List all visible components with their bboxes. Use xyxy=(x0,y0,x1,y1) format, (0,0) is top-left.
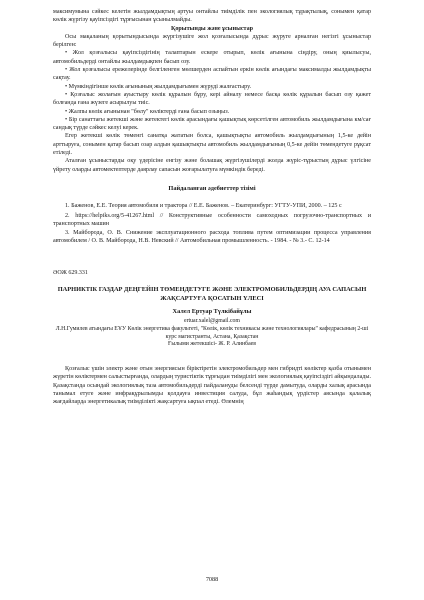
reference-item: 2. https://helpiks.org/5-41267.html // Конструктивные особенности самоходных погрузочно-транспортных и транспортных машин xyxy=(53,212,371,227)
advisor-text: Ғылыми жетекшісі- Ж. Р. Алинбаев xyxy=(168,341,256,348)
bullet-item: • Жол қозғалысы ережелерінде белгіленген мөлшерден аспайтын еркін көлік ағындағы максималды жылдамдықты сақтау. xyxy=(53,67,371,82)
bullet-item: • Жол қозғалысы қауіпсіздігінің талаптарын ескере отырып, көлік ағынына сіңдіру, оның қиылысуы, автомобильдерді онтайлы жылдамдықпен басып озу. xyxy=(53,50,371,65)
reference-item: 1. Баженов, Е.Е. Теория автомобиля и трактора // Е.Е. Баженов. – Екатеринбург: УГТУ-УПИ, 2000. – 125 с xyxy=(65,203,342,210)
affiliation-text: Л.Н.Гумилев атындағы ЕҰУ Көлік энергетика факультеті, "Көлік, көлік техникасы және технологиялары" кафедрасының 2-ші курс магистранты, Астана, Қазақстан xyxy=(55,325,369,340)
top-paragraph: максимумына сәйкес келетін жылдамдықтың артуы онтайлы тиімділік пен экологиялық тұрақтылық, сонымен қатар көлік жүргізу қауіпсіздігі тұрғысынан ұсынылмайды. xyxy=(53,9,371,24)
paragraph: Аталған ұсыныстарды оқу үдерісіне енгізу және болашақ жүргізушілерді жолда жүріс-тұрыстың дұрыс үлгісіне үйрету оларды автомектептерде даярлау сапасын жоғарылатуға мүмкіндік береді. xyxy=(53,158,371,173)
abstract-paragraph: Қозғалыс үшін электр және отын энергиясын біріктіретін электромобильдер мен гибридті көліктер қазба отынымен жүретін көліктермен салыстырғанда, олардың туристіктік тұрғыдан тиімділігі мен экологиялық қауіпсіздігі айқындалады. Қазақстанда осындай экологиялық таза автомобильдерді пайдалануды белсенді түрде дамытуда, оларды халық арасында танымал етуге және инфрақұрылымды қолдауға инвестиция салуда, бұл жаһандық үрдістер аясында қалалық жағдайларда энергетикалық тиімділікті жақсартуға ықпал етеді. Өлемнің xyxy=(53,366,371,406)
bullet-item: • Мүмкіндігінше көлік ағынының жылдамдығымен жүруді жалғастыру. xyxy=(65,83,252,90)
paragraph: Егер жетекші көлік төменгі санатқа жататын болса, қашықтықты автомобиль жылдамдығының 1,5-ке дейін арттыруға, сонымен қатар басып озар алдын қашықтықты автомобиль жылдамдығының 0,5-ке дейін төмендетуге рұқсат етіледі. xyxy=(53,133,371,157)
bullet-item: • Қозғалыс жолағын ауыстыру көлік құралын бұру, кері айналу немесе басқа көлік құралын басып озу қажет болғанда ғана жүзеге асырылуы тиіс. xyxy=(53,91,371,107)
article-title: ПАРНИКТІК ГАЗДАР ДЕҢГЕЙІН ТӨМЕНДЕТУГЕ ЖӘНЕ ЭЛЕКТРОМОБИЛЬДЕРДІҢ АУА САПАСЫН ЖАҚСАРТУҒА ҚОСАТЫН ҮЛЕСІ xyxy=(57,286,367,302)
reference-item: 3. Майборода, О. В. Снижение эксплуатационного расхода топлива путем оптимизации процесса управления автомобилем / О. В. Майборода, Н.В. Невский // Автомобильная промышленность. - 1984. - № 3.- С. 12-14 xyxy=(53,230,371,245)
references-heading: Пайдаланған әдебиеттер тізімі xyxy=(168,184,256,192)
bullet-item: • Бір санаттағы жетекші және жетектегі көлік арасындағы қашықтық көрсетілген автомобиль жылдамдығына км/сағ сандық түрде сәйкес келуі керек. xyxy=(53,116,371,132)
conclusions-heading: Қорытынды және ұсыныстар xyxy=(170,25,254,32)
bullet-item: • Жалпы көлік ағынынан "бөлу" көліктерді ғана басып озыңыз. xyxy=(65,108,230,115)
udk-code: ӘОЖ 629.331 xyxy=(53,269,88,276)
author-email: ertuar.xalel@gmail.com xyxy=(184,317,240,324)
conclusions-intro: Осы мақаланың қорытындысында жүргізушіге жол қозғалысында дұрыс жүруге арналған негізгі ұсыныстар берілген: xyxy=(53,33,371,49)
author-name: Халел Ертуар Түлкібайұлы xyxy=(172,308,252,316)
author-affiliation xyxy=(53,326,371,349)
page-number: 7088 xyxy=(205,576,219,583)
